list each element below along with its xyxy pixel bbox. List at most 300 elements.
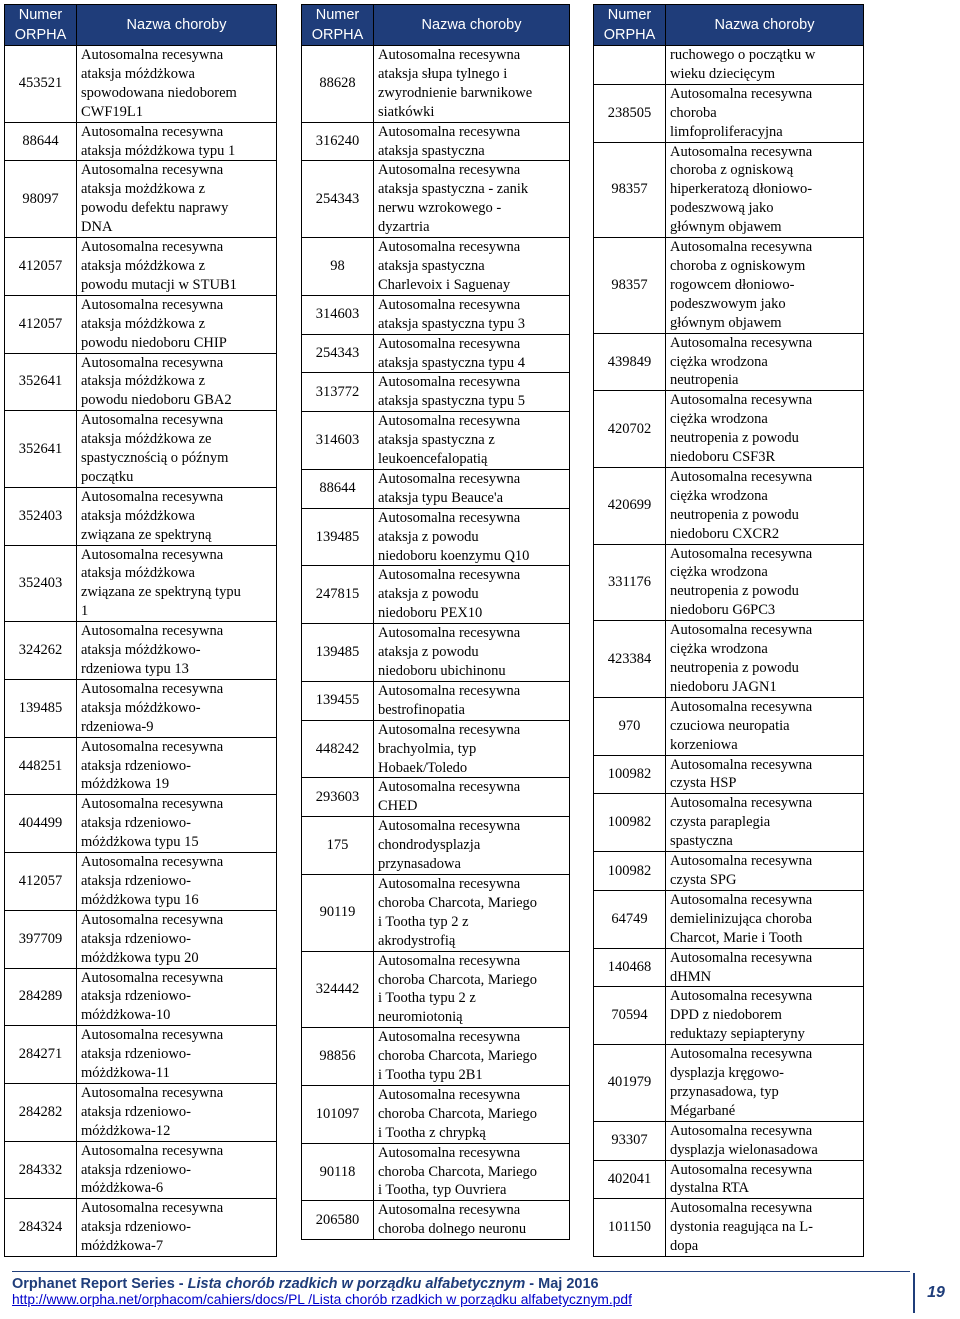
disease-name-line: głównym objawem [670, 314, 782, 331]
orpha-number: 101150 [594, 1199, 666, 1257]
disease-name-line: ataksja możdżkowa z [81, 181, 206, 198]
disease-name-line: ataksja móżdżkowa z [81, 373, 206, 390]
orpha-number: 453521 [5, 46, 77, 123]
disease-name-line: Autosomalna recesywna [378, 625, 521, 642]
orpha-number: 970 [594, 697, 666, 755]
disease-name-line: Autosomalna recesywna [670, 949, 813, 966]
disease-name-line: powodu mutacji w STUB1 [81, 276, 237, 293]
footer-divider [12, 1271, 910, 1272]
disease-name [374, 566, 570, 624]
disease-name [374, 1028, 570, 1086]
disease-name [374, 1201, 570, 1240]
disease-name-line: ataksja spastyczna typu 5 [378, 393, 525, 410]
orpha-number: 401979 [594, 1045, 666, 1122]
orpha-number: 101097 [302, 1085, 374, 1143]
disease-name-line: Autosomalna recesywna [81, 412, 224, 429]
disease-name-line: ataksja spastyczna - zanik [378, 181, 529, 198]
disease-name [374, 951, 570, 1028]
disease-name-line: Autosomalna recesywna [81, 546, 224, 563]
disease-name-line: ataksja rdzeniowo- [81, 930, 191, 947]
disease-name-line: demielinizująca choroba [670, 910, 813, 927]
disease-name [666, 1045, 864, 1122]
table-row [5, 795, 277, 853]
disease-name-line: powodu niedoboru CHIP [81, 334, 227, 351]
disease-name-line: Autosomalna recesywna [670, 795, 813, 812]
table-row [302, 720, 570, 778]
orpha-number: 98357 [594, 142, 666, 238]
header-name: Nazwa choroby [77, 5, 277, 46]
disease-name [666, 948, 864, 987]
disease-name-line: limfoproliferacyjna [670, 123, 783, 140]
disease-name [77, 161, 277, 238]
disease-name-line: ataksja spastyczna [378, 257, 485, 274]
orpha-number: 98097 [5, 161, 77, 238]
table-row [302, 373, 570, 412]
disease-name-line: nerwu wzrokowego - [378, 200, 502, 217]
table-row [594, 1199, 864, 1257]
disease-name-line: i Tootha typu 2B1 [378, 1067, 483, 1084]
disease-name-line: ciężka wrodzona [670, 641, 768, 658]
table-row [5, 853, 277, 911]
disease-table-middle [301, 4, 570, 1240]
disease-name [666, 46, 864, 85]
disease-name-line: Autosomalna recesywna [670, 756, 813, 773]
disease-name [666, 391, 864, 468]
disease-name-line: związana ze spektryną typu [81, 584, 241, 601]
disease-name-line: Autosomalna recesywna [670, 392, 813, 409]
table-row [594, 467, 864, 544]
orpha-number: 284324 [5, 1199, 77, 1257]
table-row [5, 1083, 277, 1141]
disease-name-line: powodu niedoboru GBA2 [81, 392, 232, 409]
disease-name-line: Autosomalna recesywna [378, 470, 521, 487]
disease-name-line: wieku dziecięcym [670, 65, 776, 82]
disease-name-line: móżdżkowa-7 [81, 1238, 164, 1255]
table-row [302, 1143, 570, 1201]
orpha-number: 93307 [594, 1121, 666, 1160]
table-row [594, 46, 864, 85]
disease-name [77, 679, 277, 737]
disease-name-line: Autosomalna recesywna [378, 239, 521, 256]
disease-name-line: Autosomalna recesywna [378, 1086, 521, 1103]
disease-name-line: Autosomalna recesywna [378, 509, 521, 526]
orpha-number: 139455 [302, 681, 374, 720]
disease-name [77, 1199, 277, 1257]
disease-name-line: móżdżkowa typu 15 [81, 834, 199, 851]
disease-name-line: niedoboru koenzymu Q10 [378, 547, 530, 564]
disease-name-line: Autosomalna recesywna [81, 680, 224, 697]
disease-name-line: dystalna RTA [670, 1180, 749, 1197]
disease-name-line: CHED [378, 798, 418, 815]
disease-name [374, 874, 570, 951]
disease-name [374, 161, 570, 238]
disease-name-line: ataksja móżdżkowa z [81, 315, 206, 332]
table-row [302, 469, 570, 508]
header-name: Nazwa choroby [666, 5, 864, 46]
disease-name-line: leukoencefalopatią [378, 451, 488, 468]
disease-name [77, 411, 277, 488]
disease-name-line: Autosomalna recesywna [81, 738, 224, 755]
disease-name [77, 46, 277, 123]
orpha-number: 412057 [5, 853, 77, 911]
disease-name [77, 737, 277, 795]
disease-name [666, 1199, 864, 1257]
table-row [5, 161, 277, 238]
disease-name-line: czuciowa neuropatia [670, 717, 790, 734]
table-row [302, 951, 570, 1028]
disease-name [77, 122, 277, 161]
disease-name-line: Autosomalna recesywna [670, 1161, 813, 1178]
orpha-number: 98 [302, 238, 374, 296]
orpha-number: 331176 [594, 544, 666, 621]
disease-name [77, 910, 277, 968]
table-row [5, 295, 277, 353]
disease-name-line: Autosomalna recesywna [81, 1084, 224, 1101]
header-num: Numer ORPHA [302, 5, 374, 46]
orpha-number: 90119 [302, 874, 374, 951]
disease-name-line: Autosomalna recesywna [81, 239, 224, 256]
orpha-number: 100982 [594, 794, 666, 852]
disease-name-line: Autosomalna recesywna [81, 47, 224, 63]
disease-name-line: hiperkeratozą dłoniowo- [670, 181, 813, 198]
table-row [594, 84, 864, 142]
disease-name-line: rogowcem dłoniowo- [670, 276, 795, 293]
disease-name-line: Autosomalna recesywna [378, 374, 521, 391]
table-row [594, 238, 864, 334]
disease-name [666, 987, 864, 1045]
orpha-number: 88644 [302, 469, 374, 508]
disease-name [374, 817, 570, 875]
disease-name-line: Autosomalna recesywna [378, 875, 521, 892]
table-row [5, 679, 277, 737]
disease-name-line: i Tootha typu 2 z [378, 990, 476, 1007]
disease-name-line: Autosomalna recesywna [670, 853, 813, 870]
disease-name-line: neutropenia z powodu [670, 430, 799, 447]
disease-name [666, 621, 864, 698]
orpha-number: 206580 [302, 1201, 374, 1240]
disease-name-line: Autosomalna recesywna [378, 952, 521, 969]
table-row [302, 874, 570, 951]
table-row [594, 1121, 864, 1160]
orpha-number: 100982 [594, 852, 666, 891]
disease-name-line: dopa [670, 1238, 699, 1255]
table-row [302, 624, 570, 682]
table-row [5, 353, 277, 411]
disease-name-line: bestrofinopatia [378, 701, 465, 718]
orpha-number: 88644 [5, 122, 77, 161]
disease-name-line: podeszwowym jako [670, 295, 786, 312]
disease-name [666, 467, 864, 544]
header-name: Nazwa choroby [374, 5, 570, 46]
disease-name [374, 469, 570, 508]
orpha-number: 314603 [302, 412, 374, 470]
disease-name-line: ataksja spastyczna [378, 142, 485, 159]
disease-name-line: dHMN [670, 968, 712, 985]
disease-name-line: ciężka wrodzona [670, 411, 768, 428]
disease-name-line: Mégarbané [670, 1102, 736, 1119]
disease-name-line: neutropenia z powodu [670, 660, 799, 676]
disease-name-line: i Tootha, typ Ouvriera [378, 1182, 507, 1199]
disease-name-line: Autosomalna recesywna [378, 1144, 521, 1161]
table-row [594, 852, 864, 891]
disease-name-line: czysta HSP [670, 775, 737, 792]
disease-name [374, 295, 570, 334]
disease-name-line: Autosomalna recesywna [378, 1029, 521, 1046]
disease-name-line: Autosomalna recesywna [81, 623, 224, 640]
disease-name-line: Autosomalna recesywna [670, 334, 813, 351]
disease-name-line: neutropenia z powodu [670, 506, 799, 523]
disease-name-line: Autosomalna recesywna [378, 818, 521, 835]
disease-name-line: ataksja móżdżkowa [81, 65, 195, 82]
orpha-number: 313772 [302, 373, 374, 412]
orpha-number: 88628 [302, 46, 374, 123]
disease-name-line: chondrodysplazja [378, 837, 481, 854]
orpha-number: 448242 [302, 720, 374, 778]
disease-name [666, 142, 864, 238]
table-row [302, 161, 570, 238]
orpha-number: 284332 [5, 1141, 77, 1199]
table-row [302, 334, 570, 373]
disease-name-line: Charcot, Marie i Tooth [670, 929, 803, 946]
table-row [302, 412, 570, 470]
disease-name [374, 46, 570, 123]
disease-name [374, 238, 570, 296]
disease-name-line: choroba Charcota, Mariego [378, 894, 538, 911]
disease-name-line: choroba Charcota, Mariego [378, 1048, 538, 1065]
orpha-number: 324442 [302, 951, 374, 1028]
table-row [594, 1045, 864, 1122]
disease-name-line: ataksja rdzeniowo- [81, 1046, 191, 1063]
disease-name-line: ciężka wrodzona [670, 564, 768, 581]
disease-name-line: Autosomalna recesywna [378, 1202, 521, 1219]
disease-name [374, 508, 570, 566]
disease-name-line: Autosomalna recesywna [81, 1027, 224, 1044]
disease-name-line: ruchowego o początku w [670, 47, 816, 63]
orpha-number: 175 [302, 817, 374, 875]
orpha-number: 90118 [302, 1143, 374, 1201]
disease-name-line: Autosomalna recesywna [378, 123, 521, 140]
disease-name [374, 373, 570, 412]
disease-name [666, 238, 864, 334]
disease-name [666, 697, 864, 755]
disease-name [374, 122, 570, 161]
disease-name-line: ataksja móżdżkowa [81, 507, 195, 524]
disease-name-line: neutropenia z powodu [670, 583, 799, 600]
disease-name-line: ciężka wrodzona [670, 353, 768, 370]
table-row [302, 1201, 570, 1240]
disease-name-line: głównym objawem [670, 219, 782, 236]
disease-name-line: dyzartria [378, 219, 430, 236]
table-row [302, 238, 570, 296]
disease-name-line: Charlevoix i Saguenay [378, 276, 511, 293]
footer-link[interactable]: http://www.orpha.net/orphacom/cahiers/docs/PL /Lista chorób rzadkich w porządku alfabetycznym.pdf [12, 1292, 632, 1307]
table-row [594, 1160, 864, 1199]
disease-name-line: Autosomalna recesywna [81, 854, 224, 871]
orpha-number: 439849 [594, 333, 666, 391]
disease-name [77, 353, 277, 411]
orpha-number: 397709 [5, 910, 77, 968]
disease-name-line: Autosomalna recesywna [81, 354, 224, 371]
table-row [5, 622, 277, 680]
disease-name-line: Autosomalna recesywna [378, 567, 521, 584]
disease-name-line: Autosomalna recesywna [81, 488, 224, 505]
disease-name [666, 1160, 864, 1199]
disease-name-line: ataksja móżdżkowa typu 1 [81, 142, 236, 159]
table-row [5, 968, 277, 1026]
table-row [594, 621, 864, 698]
disease-name-line: ataksja móżdżkowo- [81, 642, 201, 659]
disease-name [77, 622, 277, 680]
disease-name-line: Hobaek/Toledo [378, 759, 468, 776]
disease-name [666, 84, 864, 142]
orpha-number: 254343 [302, 334, 374, 373]
disease-name-line: ataksja móżdżkowo- [81, 699, 201, 716]
orpha-number: 139485 [302, 508, 374, 566]
disease-name [666, 794, 864, 852]
disease-name-line: ataksja rdzeniowo- [81, 757, 191, 774]
disease-name-line: spastyczna [670, 833, 733, 850]
table-row [594, 794, 864, 852]
disease-name [666, 333, 864, 391]
orpha-number: 64749 [594, 890, 666, 948]
disease-name-line: ataksja z powodu [378, 528, 479, 545]
table-row [5, 122, 277, 161]
orpha-number: 412057 [5, 295, 77, 353]
disease-name-line: ataksja móżdżkowa z [81, 257, 206, 274]
disease-name-line: Autosomalna recesywna [378, 779, 521, 796]
disease-name [77, 487, 277, 545]
footer-title-italic: Lista chorób rzadkich w porządku alfabetycznym [187, 1276, 526, 1292]
disease-name-line: rdzeniowa typu 13 [81, 661, 189, 677]
table-row [302, 122, 570, 161]
disease-name-line: choroba [670, 104, 717, 121]
orpha-number: 314603 [302, 295, 374, 334]
disease-name-line: rdzeniowa-9 [81, 718, 154, 735]
header-num: Numer ORPHA [5, 5, 77, 46]
disease-name-line: CWF19L1 [81, 103, 144, 120]
page-number: 19 [913, 1273, 957, 1313]
orpha-number: 324262 [5, 622, 77, 680]
disease-name-line: niedoboru PEX10 [378, 605, 483, 622]
disease-name-line: niedoboru CSF3R [670, 449, 776, 466]
orpha-number: 139485 [302, 624, 374, 682]
disease-name-line: dystonia reagująca na L- [670, 1219, 813, 1236]
orpha-number: 420702 [594, 391, 666, 468]
orpha-number: 139485 [5, 679, 77, 737]
orpha-number: 404499 [5, 795, 77, 853]
disease-name-line: Autosomalna recesywna [670, 545, 813, 562]
table-row [5, 411, 277, 488]
orpha-number [594, 46, 666, 85]
disease-name-line: Autosomalna recesywna [670, 1200, 813, 1217]
disease-name-line: spowodowana niedoborem [81, 84, 237, 101]
disease-name [374, 334, 570, 373]
disease-name [666, 755, 864, 794]
disease-name-line: Autosomalna recesywna [378, 413, 521, 430]
disease-name-line: ataksja rdzeniowo- [81, 988, 191, 1005]
table-row [594, 948, 864, 987]
footer [12, 1276, 907, 1307]
disease-name-line: ataksja spastyczna typu 3 [378, 315, 525, 332]
orpha-number: 238505 [594, 84, 666, 142]
disease-name-line: DNA [81, 219, 113, 236]
disease-name-line: ataksja rdzeniowo- [81, 815, 191, 832]
disease-name [374, 1143, 570, 1201]
disease-name [77, 1083, 277, 1141]
disease-name-line: Autosomalna recesywna [670, 622, 813, 639]
disease-name-line: niedoboru G6PC3 [670, 602, 776, 619]
disease-name-line: Autosomalna recesywna [378, 721, 521, 738]
disease-name-line: brachyolmia, typ [378, 740, 477, 757]
disease-name-line: podeszwową jako [670, 200, 774, 217]
disease-name-line: reduktazy sepiapteryny [670, 1026, 805, 1043]
table-row [594, 391, 864, 468]
disease-name-line: Autosomalna recesywna [670, 239, 813, 256]
disease-name-line: Autosomalna recesywna [81, 296, 224, 313]
disease-name-line: Autosomalna recesywna [81, 162, 224, 179]
disease-name [374, 1085, 570, 1143]
orpha-number: 140468 [594, 948, 666, 987]
disease-name-line: móżdżkowa 19 [81, 776, 170, 793]
table-row [594, 333, 864, 391]
disease-name [666, 544, 864, 621]
disease-name-line: przynasadowa [378, 856, 461, 873]
disease-name-line: Autosomalna recesywna [378, 162, 521, 179]
disease-name-line: Autosomalna recesywna [670, 468, 813, 485]
disease-name-line: choroba dolnego neuronu [378, 1221, 527, 1238]
disease-name [77, 853, 277, 911]
disease-name-line: Autosomalna recesywna [670, 143, 813, 160]
disease-name-line: ataksja słupa tylnego i [378, 65, 508, 82]
disease-name-line: choroba z ogniskową [670, 162, 794, 179]
table-row [5, 737, 277, 795]
disease-name-line: czysta paraplegia [670, 814, 771, 831]
disease-name-line: związana ze spektryną [81, 526, 212, 543]
disease-name-line: ataksja móżdżkowa ze [81, 431, 212, 448]
disease-name-line: choroba Charcota, Mariego [378, 1163, 538, 1180]
disease-table-left [4, 4, 277, 1257]
disease-name-line: ataksja rdzeniowo- [81, 1161, 191, 1178]
table-row [5, 910, 277, 968]
table-row [594, 755, 864, 794]
orpha-number: 284282 [5, 1083, 77, 1141]
disease-name [77, 295, 277, 353]
table-row [5, 238, 277, 296]
disease-name-line: Autosomalna recesywna [670, 85, 813, 102]
orpha-number: 284289 [5, 968, 77, 1026]
disease-name-line: Autosomalna recesywna [81, 1142, 224, 1159]
disease-name-line: ataksja z powodu [378, 586, 479, 603]
table-row [302, 778, 570, 817]
orpha-number: 98856 [302, 1028, 374, 1086]
table-row [5, 545, 277, 622]
disease-name-line: choroba Charcota, Mariego [378, 1105, 538, 1122]
disease-name-line: Autosomalna recesywna [81, 969, 224, 986]
disease-name-line: DPD z niedoborem [670, 1007, 782, 1024]
disease-name [77, 1026, 277, 1084]
disease-name-line: Autosomalna recesywna [378, 47, 521, 63]
disease-name-line: neutropenia [670, 372, 739, 389]
table-row [594, 697, 864, 755]
table-row [302, 566, 570, 624]
disease-table-right [593, 4, 864, 1257]
table-row [5, 487, 277, 545]
disease-name-line: Autosomalna recesywna [670, 1046, 813, 1063]
orpha-number: 402041 [594, 1160, 666, 1199]
orpha-number: 420699 [594, 467, 666, 544]
disease-name [374, 624, 570, 682]
disease-name-line: akrodystrofią [378, 932, 456, 949]
